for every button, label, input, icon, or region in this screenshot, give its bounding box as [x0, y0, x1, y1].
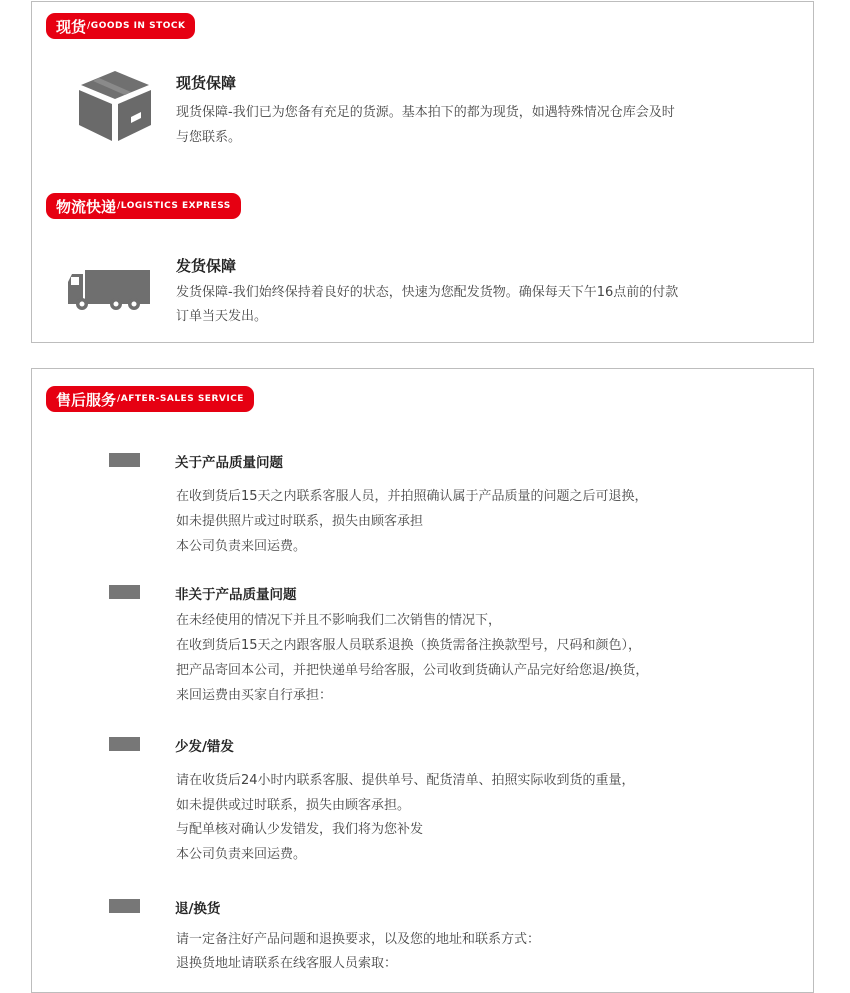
logistics-line-2: 订单当天发出。	[176, 309, 268, 324]
logistics-heading: 发货保障	[176, 257, 237, 275]
section-title-return-exchange: 退/换货	[175, 901, 221, 917]
section-line: 本公司负责来回运费。	[176, 539, 307, 554]
logistics-tag-cn: 物流快递	[56, 197, 117, 216]
section-line: 本公司负责来回运费。	[176, 847, 307, 862]
logistics-tag	[46, 193, 241, 219]
section-line: 来回运费由买家自行承担：	[176, 688, 333, 703]
after-sales-panel	[31, 368, 814, 993]
stock-heading: 现货保障	[176, 74, 237, 92]
after-sales-tag	[46, 386, 254, 412]
after-sales-tag-en: /AFTER-SALES SERVICE	[117, 394, 244, 404]
section-title-missing-wrong: 少发/错发	[175, 739, 234, 755]
section-title-quality: 关于产品质量问题	[175, 455, 283, 471]
logistics-line-1: 发货保障-我们始终保持着良好的状态，快速为您配发货物。确保每天下午16点前的付款	[176, 285, 679, 300]
stock-line-2: 与您联系。	[176, 130, 242, 145]
box-icon	[77, 69, 153, 143]
section-line: 在收到货后15天之内联系客服人员，并拍照确认属于产品质量的问题之后可退换，	[176, 489, 648, 504]
section-title-non-quality: 非关于产品质量问题	[175, 587, 297, 603]
section-marker	[109, 737, 140, 751]
section-line: 如未提供或过时联系，损失由顾客承担。	[176, 798, 411, 813]
after-sales-tag-cn: 售后服务	[56, 390, 117, 409]
section-line: 在未经使用的情况下并且不影响我们二次销售的情况下，	[176, 613, 502, 628]
section-marker	[109, 453, 140, 467]
section-line: 与配单核对确认少发错发，我们将为您补发	[176, 822, 424, 837]
stock-tag-cn: 现货	[56, 17, 87, 36]
section-line: 如未提供照片或过时联系，损失由顾客承担	[176, 514, 424, 529]
stock-tag-en: /GOODS IN STOCK	[87, 21, 186, 31]
section-line: 退换货地址请联系在线客服人员索取：	[176, 956, 398, 971]
stock-line-1: 现货保障-我们已为您备有充足的货源。基本拍下的都为现货，如遇特殊情况仓库会及时	[176, 105, 675, 120]
section-line: 请在收货后24小时内联系客服、提供单号、配货清单、拍照实际收到货的重量，	[176, 773, 635, 788]
section-line: 把产品寄回本公司，并把快递单号给客服，公司收到货确认产品完好给您退/换货，	[176, 663, 649, 678]
logistics-tag-en: /LOGISTICS EXPRESS	[117, 201, 231, 211]
section-line: 请一定备注好产品问题和退换要求，以及您的地址和联系方式：	[176, 932, 541, 947]
stock-tag	[46, 13, 195, 39]
section-line: 在收到货后15天之内跟客服人员联系退换（换货需备注换款型号，尺码和颜色），	[176, 638, 642, 653]
truck-icon	[66, 268, 152, 312]
section-marker	[109, 585, 140, 599]
section-marker	[109, 899, 140, 913]
